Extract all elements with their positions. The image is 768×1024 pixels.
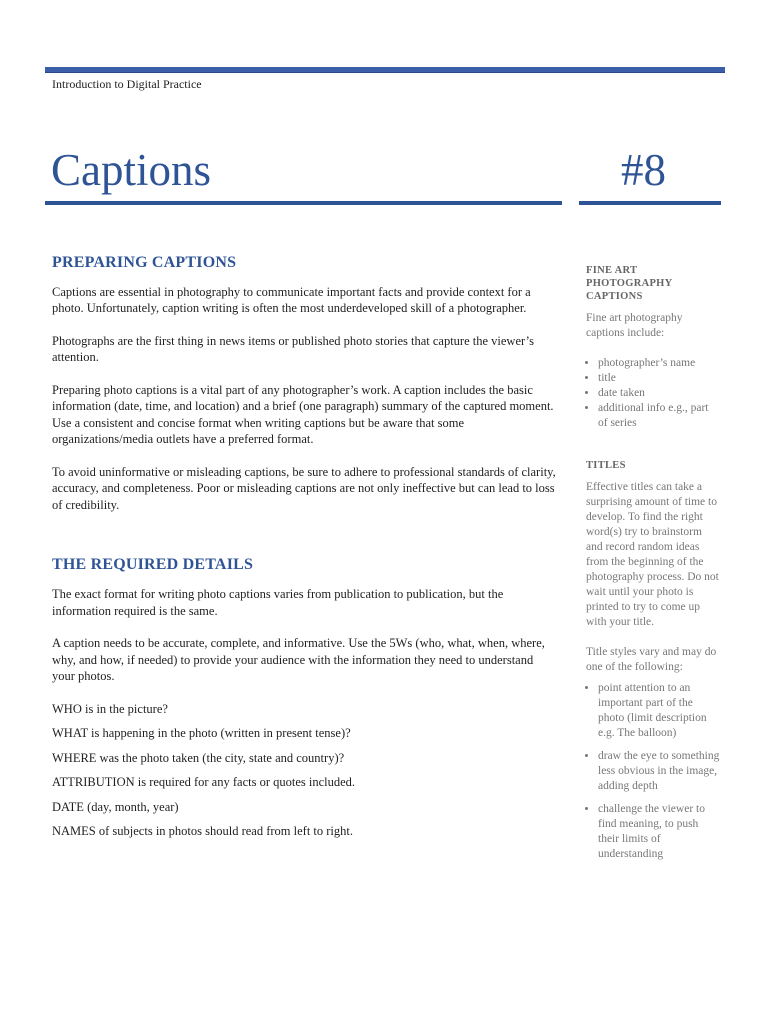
page-title: Captions [51,145,212,195]
detail-line: WHAT is happening in the photo (written in present tense)? [52,726,351,741]
detail-line: WHO is in the picture? [52,701,168,716]
section-heading-preparing-captions: PREPARING CAPTIONS [52,254,237,271]
page-number: #8 [621,145,666,195]
sidebar-paragraph: Title styles vary and may do one of the following: [586,646,717,673]
number-rule [579,201,721,205]
detail-line: DATE (day, month, year) [52,799,179,814]
course-name: Introduction to Digital Practice [52,77,202,91]
list-item: • draw the eye to something less obvious in the image, adding depth [598,749,720,794]
main-content [52,253,557,848]
detail-line: WHERE was the photo taken (the city, state and country)? [52,750,345,765]
paragraph: The exact format for writing photo captions varies from publication to publication, but the information required is the same. [52,587,504,618]
detail-line: NAMES of subjects in photos should read from left to right. [52,824,354,839]
sidebar-intro: Fine art photography captions include: [586,312,683,339]
section-heading-required-details: THE REQUIRED DETAILS [52,556,254,574]
detail-line: ATTRIBUTION is required for any facts or quotes included. [52,775,356,790]
list-item: • date taken [598,386,720,401]
paragraph: Photographs are the first thing in news items or published photo stories that capture the viewer’s attention. [52,333,534,365]
sidebar [586,264,720,890]
sidebar-heading-fine-art: FINE ART PHOTOGRAPHY CAPTIONS [586,265,673,302]
list-item: • challenge the viewer to find meaning, to push their limits of understanding [598,802,720,862]
sidebar-heading-titles: TITLES [586,460,626,471]
sidebar-paragraph: Effective titles can take a surprising amount of time to develop. To find the right word(s) try to brainstorm and record random ideas from the beginning of the photography process. Do not wait until your photo is printed to try to come up with your title. [586,481,719,628]
fine-art-list [586,356,720,431]
title-rule [45,201,562,205]
paragraph: A caption needs to be accurate, complete, and informative. Use the 5Ws (who, what, when, where, why, and how, if needed) to provide your audience with the information they need to understand your photos. [52,636,545,684]
paragraph: To avoid uninformative or misleading captions, be sure to adhere to professional standards of clarity, accuracy, and completeness. Poor or misleading captions are not only ineffective but can lead to loss of credibility. [52,464,556,512]
list-item: • additional info e.g., part of series [598,401,720,431]
paragraph: Preparing photo captions is a vital part of any photographer’s work. A caption includes the basic information (date, time, and location) and a brief (one paragraph) summary of the captured moment. Use a consistent and concise format when writing captions but be aware that some organizations/media outlets have a preferred format. [52,382,554,447]
top-rule [45,67,725,73]
titles-list [586,681,720,862]
list-item: • point attention to an important part of the photo (limit description e.g. The balloon) [598,681,720,741]
list-item: • title [598,371,720,386]
list-item: • photographer’s name [598,356,720,371]
paragraph: Captions are essential in photography to communicate important facts and provide context for a photo. Unfortunately, caption writing is often the most underdeveloped skill of a photographer. [52,284,531,316]
